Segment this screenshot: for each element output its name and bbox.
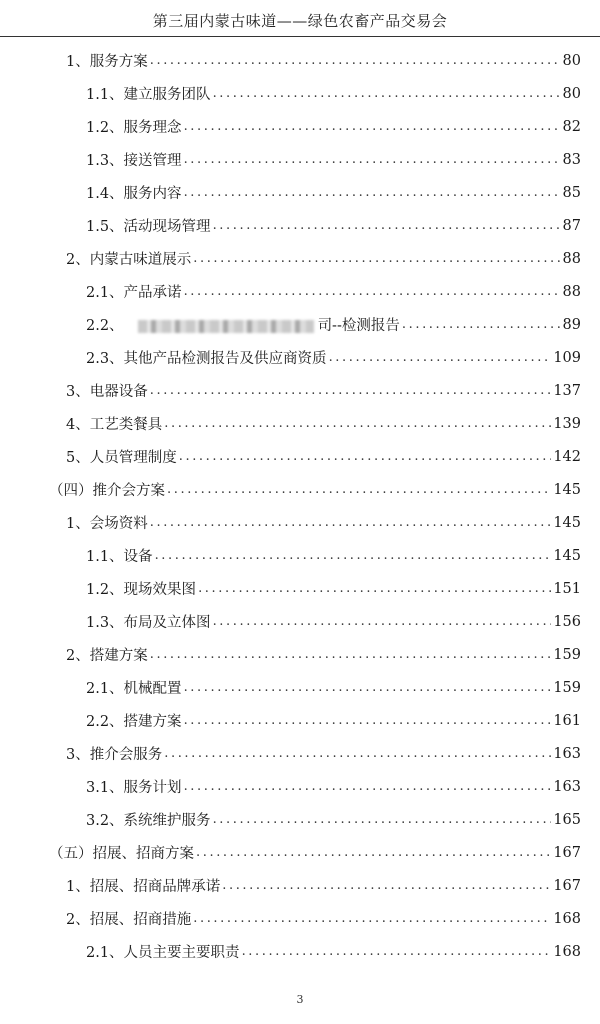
toc-entry-title bbox=[86, 611, 211, 632]
toc-entry-title bbox=[86, 776, 182, 797]
toc-entry[interactable] bbox=[0, 176, 600, 209]
toc-entry-page: 145 bbox=[553, 481, 581, 498]
toc-entry-label: 1、服务方案 bbox=[66, 54, 148, 70]
dot-leader bbox=[329, 350, 552, 365]
toc-entry-label: 2.1、机械配置 bbox=[86, 681, 182, 697]
toc-entry-title bbox=[86, 578, 196, 599]
toc-entry-title bbox=[66, 50, 148, 71]
toc-entry-page: 85 bbox=[562, 184, 581, 201]
dot-leader bbox=[184, 680, 552, 695]
toc-entry[interactable] bbox=[0, 803, 600, 836]
toc-entry-title bbox=[86, 677, 182, 698]
toc-entry[interactable] bbox=[0, 209, 600, 242]
toc-entry-page: 109 bbox=[553, 349, 581, 366]
toc-entry-label: （四）推介会方案 bbox=[49, 483, 165, 499]
toc-entry-page: 82 bbox=[562, 118, 581, 135]
toc-entry-page: 163 bbox=[553, 778, 581, 795]
toc-entry-label: 1.3、布局及立体图 bbox=[86, 615, 211, 631]
toc-entry-label: 2、招展、招商措施 bbox=[66, 912, 192, 928]
toc-entry-title bbox=[86, 545, 153, 566]
toc-entry-title bbox=[49, 842, 194, 863]
toc-entry-title bbox=[66, 875, 220, 896]
toc-entry-label: 1、会场资料 bbox=[66, 516, 148, 532]
toc-entry[interactable] bbox=[0, 836, 600, 869]
page-number: 3 bbox=[296, 993, 304, 1006]
header-divider bbox=[0, 36, 600, 37]
toc-entry[interactable] bbox=[0, 869, 600, 902]
table-of-contents bbox=[0, 44, 600, 968]
toc-entry-page: 139 bbox=[553, 415, 581, 432]
toc-entry[interactable] bbox=[0, 275, 600, 308]
toc-entry-label: 1.1、设备 bbox=[86, 549, 153, 565]
toc-entry-page: 89 bbox=[562, 316, 581, 333]
toc-entry-title bbox=[86, 809, 211, 830]
toc-entry[interactable] bbox=[0, 77, 600, 110]
toc-entry-page: 167 bbox=[553, 844, 581, 861]
dot-leader bbox=[193, 911, 551, 926]
dot-leader bbox=[184, 119, 561, 134]
toc-entry-page: 168 bbox=[553, 910, 581, 927]
toc-entry-title bbox=[66, 248, 191, 269]
toc-entry-title bbox=[66, 644, 148, 665]
dot-leader bbox=[193, 251, 560, 266]
toc-entry-label: 2.1、产品承诺 bbox=[86, 285, 182, 301]
toc-entry-label: 1.2、现场效果图 bbox=[86, 582, 197, 598]
toc-entry-page: 88 bbox=[562, 250, 581, 267]
toc-entry-label: 2.3、其他产品检测报告及供应商资质 bbox=[86, 351, 327, 367]
dot-leader bbox=[184, 185, 561, 200]
toc-entry-label: 3.1、服务计划 bbox=[86, 780, 182, 796]
toc-entry-label: 2.2、 bbox=[86, 318, 124, 334]
toc-entry-page: 165 bbox=[553, 811, 581, 828]
toc-entry[interactable] bbox=[0, 737, 600, 770]
toc-entry-label: 3、推介会服务 bbox=[66, 747, 163, 763]
toc-entry-page: 163 bbox=[553, 745, 581, 762]
toc-entry[interactable] bbox=[0, 539, 600, 572]
dot-leader bbox=[198, 581, 551, 596]
toc-entry-page: 151 bbox=[553, 580, 581, 597]
toc-entry-page: 88 bbox=[562, 283, 581, 300]
toc-entry-title bbox=[86, 314, 400, 335]
toc-entry[interactable] bbox=[0, 506, 600, 539]
dot-leader bbox=[213, 218, 561, 233]
toc-entry-label: 5、人员管理制度 bbox=[66, 450, 177, 466]
dot-leader bbox=[184, 779, 552, 794]
toc-entry[interactable] bbox=[0, 143, 600, 176]
toc-entry-title bbox=[66, 380, 148, 401]
toc-entry[interactable] bbox=[0, 473, 600, 506]
toc-entry-title bbox=[86, 281, 182, 302]
toc-entry-title bbox=[66, 743, 162, 764]
toc-entry-page: 167 bbox=[553, 877, 581, 894]
dot-leader bbox=[242, 944, 552, 959]
toc-entry[interactable] bbox=[0, 605, 600, 638]
toc-entry-title bbox=[86, 83, 211, 104]
toc-entry-page: 80 bbox=[562, 85, 581, 102]
toc-entry-page: 145 bbox=[553, 547, 581, 564]
toc-entry-label: 2.2、搭建方案 bbox=[86, 714, 182, 730]
toc-entry[interactable] bbox=[0, 572, 600, 605]
redacted-text bbox=[138, 320, 314, 333]
toc-entry-label: 1.1、建立服务团队 bbox=[86, 87, 211, 103]
toc-entry-title bbox=[86, 710, 182, 731]
toc-entry[interactable] bbox=[0, 671, 600, 704]
toc-entry-title bbox=[66, 512, 148, 533]
toc-entry-label: 1.5、活动现场管理 bbox=[86, 219, 211, 235]
toc-entry[interactable] bbox=[0, 407, 600, 440]
dot-leader bbox=[184, 152, 561, 167]
dot-leader bbox=[179, 449, 552, 464]
dot-leader bbox=[196, 845, 551, 860]
dot-leader bbox=[402, 317, 561, 332]
toc-entry-label: 1、招展、招商品牌承诺 bbox=[66, 879, 221, 895]
toc-entry-page: 83 bbox=[562, 151, 581, 168]
toc-entry-page: 142 bbox=[553, 448, 581, 465]
toc-entry[interactable] bbox=[0, 308, 600, 341]
toc-entry[interactable] bbox=[0, 935, 600, 968]
toc-entry-page: 168 bbox=[553, 943, 581, 960]
toc-entry-page: 159 bbox=[553, 646, 581, 663]
dot-leader bbox=[150, 515, 552, 530]
toc-entry-label: 1.3、接送管理 bbox=[86, 153, 182, 169]
dot-leader bbox=[150, 53, 561, 68]
toc-entry-page: 156 bbox=[553, 613, 581, 630]
toc-entry-page: 87 bbox=[562, 217, 581, 234]
toc-entry-title bbox=[86, 941, 240, 962]
toc-entry-page: 137 bbox=[553, 382, 581, 399]
toc-entry-label: 2、搭建方案 bbox=[66, 648, 148, 664]
toc-entry[interactable] bbox=[0, 374, 600, 407]
toc-entry-label: 1.4、服务内容 bbox=[86, 186, 182, 202]
dot-leader bbox=[155, 548, 552, 563]
toc-entry[interactable] bbox=[0, 902, 600, 935]
toc-entry[interactable] bbox=[0, 242, 600, 275]
toc-entry[interactable] bbox=[0, 704, 600, 737]
toc-entry-label: （五）招展、招商方案 bbox=[49, 846, 194, 862]
dot-leader bbox=[184, 284, 561, 299]
toc-entry-page: 145 bbox=[553, 514, 581, 531]
toc-entry[interactable] bbox=[0, 341, 600, 374]
toc-entry-title bbox=[66, 446, 177, 467]
dot-leader bbox=[213, 812, 552, 827]
toc-entry-title bbox=[66, 908, 191, 929]
toc-entry-page: 80 bbox=[562, 52, 581, 69]
toc-entry-label: 4、工艺类餐具 bbox=[66, 417, 163, 433]
dot-leader bbox=[164, 416, 551, 431]
toc-entry-label: 1.2、服务理念 bbox=[86, 120, 182, 136]
toc-entry-label: 2.1、人员主要主要职责 bbox=[86, 945, 240, 961]
toc-entry-label: 3、电器设备 bbox=[66, 384, 148, 400]
toc-entry-title bbox=[86, 215, 211, 236]
dot-leader bbox=[222, 878, 551, 893]
toc-entry-title bbox=[86, 182, 182, 203]
toc-entry[interactable] bbox=[0, 110, 600, 143]
toc-entry-title bbox=[49, 479, 165, 500]
toc-entry[interactable] bbox=[0, 44, 600, 77]
toc-entry-title bbox=[86, 149, 182, 170]
toc-entry-label-suffix: 司--检测报告 bbox=[317, 318, 400, 334]
dot-leader bbox=[150, 647, 552, 662]
dot-leader bbox=[167, 482, 551, 497]
dot-leader bbox=[213, 614, 552, 629]
dot-leader bbox=[164, 746, 551, 761]
toc-entry[interactable] bbox=[0, 638, 600, 671]
toc-entry-title bbox=[86, 347, 327, 368]
toc-entry-label: 3.2、系统维护服务 bbox=[86, 813, 211, 829]
toc-entry-title bbox=[66, 413, 162, 434]
page-header-title: 第三届内蒙古味道——绿色农畜产品交易会 bbox=[152, 12, 448, 30]
toc-entry-page: 159 bbox=[553, 679, 581, 696]
toc-entry-page: 161 bbox=[553, 712, 581, 729]
toc-entry-label: 2、内蒙古味道展示 bbox=[66, 252, 192, 268]
toc-entry[interactable] bbox=[0, 770, 600, 803]
toc-entry-title bbox=[86, 116, 182, 137]
dot-leader bbox=[213, 86, 561, 101]
toc-entry[interactable] bbox=[0, 440, 600, 473]
dot-leader bbox=[184, 713, 552, 728]
dot-leader bbox=[150, 383, 552, 398]
